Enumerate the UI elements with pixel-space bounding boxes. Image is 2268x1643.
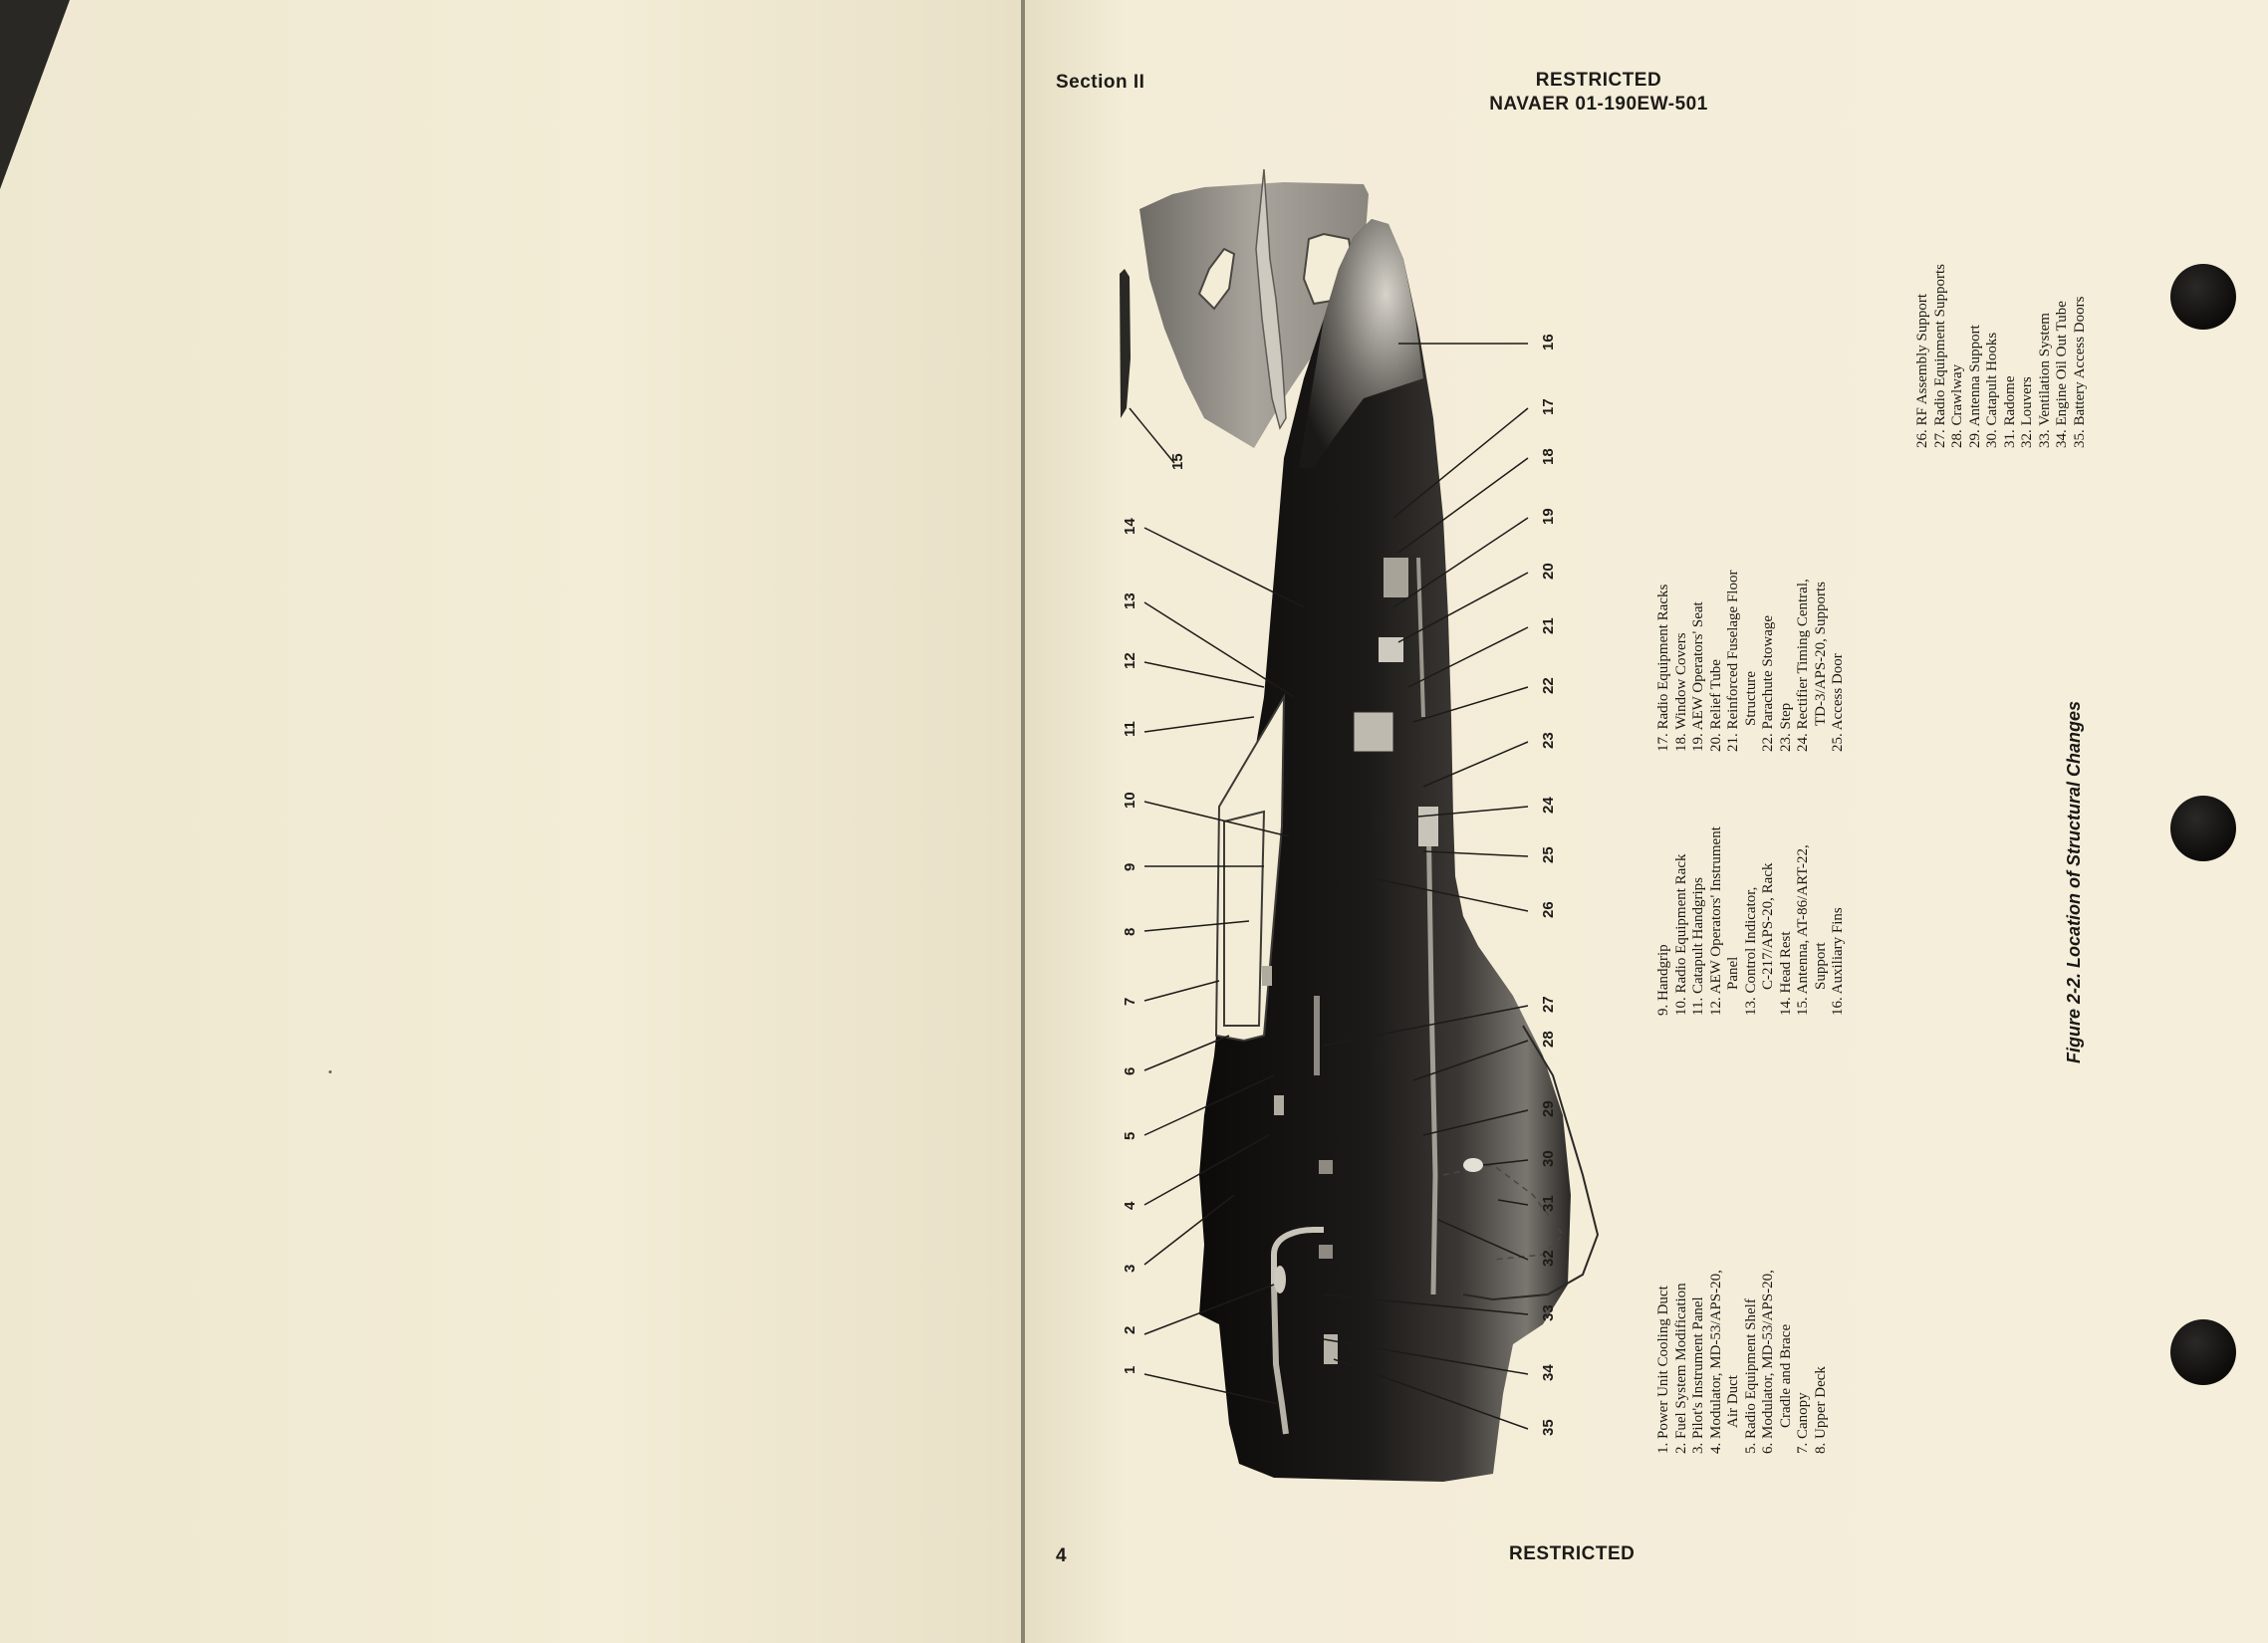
callout-2: 2 — [1122, 1325, 1138, 1334]
legend-column-17-25 — [1655, 571, 1848, 752]
callout-33: 33 — [1540, 1304, 1557, 1321]
legend-item: 16. Auxiliary Fins — [1830, 907, 1846, 1016]
callout-32: 32 — [1540, 1250, 1557, 1267]
seat-box — [1384, 558, 1408, 597]
legend-item: 1. Power Unit Cooling Duct — [1655, 1286, 1671, 1454]
legend-item: 17. Radio Equipment Racks — [1655, 584, 1671, 752]
callout-19: 19 — [1540, 508, 1557, 525]
upper-deck-block — [1262, 966, 1272, 986]
legend-item: 6. Modulator, MD-53/APS-20, — [1760, 1270, 1776, 1454]
callout-12: 12 — [1122, 652, 1138, 669]
legend-item: 8. Upper Deck — [1812, 1366, 1829, 1454]
callout-24: 24 — [1540, 797, 1557, 814]
left-blank-page — [0, 0, 1021, 1643]
callout-21: 21 — [1540, 617, 1557, 634]
legend-item: 7. Canopy — [1795, 1392, 1811, 1454]
callout-23: 23 — [1540, 732, 1557, 749]
louver-block-1 — [1319, 1160, 1333, 1174]
callout-10: 10 — [1122, 792, 1138, 809]
callout-17: 17 — [1540, 398, 1557, 415]
legend-item: 31. Radome — [2001, 375, 2018, 448]
legend-item: 4. Modulator, MD-53/APS-20, — [1707, 1270, 1724, 1454]
legend-item: 12. AEW Operators' Instrument — [1707, 826, 1724, 1016]
legend-item: Structure — [1742, 671, 1759, 726]
callout-9: 9 — [1122, 862, 1138, 871]
legend-item: 35. Battery Access Doors — [2071, 296, 2088, 448]
legend-item: 3. Pilot's Instrument Panel — [1690, 1296, 1706, 1454]
callout-18: 18 — [1540, 448, 1557, 465]
callout-30: 30 — [1540, 1150, 1557, 1167]
page-fold-corner — [0, 0, 70, 189]
legend-column-1-8 — [1655, 1270, 1830, 1454]
aew-seat — [1354, 712, 1393, 752]
modulator-block — [1274, 1095, 1284, 1115]
document-number: NAVAER 01-190EW-501 — [1489, 94, 1708, 115]
legend-item: Cradle and Brace — [1777, 1323, 1794, 1428]
legend-item: 28. Crawlway — [1949, 363, 1965, 448]
callout-27: 27 — [1540, 996, 1557, 1013]
callout-1: 1 — [1122, 1365, 1138, 1374]
callout-13: 13 — [1122, 592, 1138, 609]
callout-7: 7 — [1122, 997, 1138, 1006]
callout-4: 4 — [1122, 1201, 1138, 1210]
callout-31: 31 — [1540, 1195, 1557, 1212]
legend-item: 19. AEW Operators' Seat — [1690, 601, 1706, 752]
legend-item: 18. Window Covers — [1672, 632, 1689, 752]
callout-15: 15 — [1169, 453, 1186, 470]
legend-item: 15. Antenna, AT-86/ART-22, — [1795, 844, 1811, 1016]
legend-item: 23. Step — [1777, 702, 1794, 752]
louver-block-2 — [1319, 1245, 1333, 1259]
paper-speck — [329, 1070, 332, 1073]
rack-bar — [1314, 996, 1320, 1075]
figure-caption: Figure 2-2. Location of Structural Changes — [2064, 700, 2084, 1063]
legend-item: 29. Antenna Support — [1966, 325, 1983, 448]
callout-3: 3 — [1122, 1264, 1138, 1273]
legend-item: 13. Control Indicator, — [1742, 886, 1759, 1016]
legend-item: 30. Catapult Hooks — [1984, 332, 2000, 448]
legend-item: 2. Fuel System Modification — [1672, 1283, 1689, 1454]
legend-item: 34. Engine Oil Out Tube — [2054, 301, 2070, 448]
legend-item: 26. RF Assembly Support — [1914, 293, 1930, 448]
callout-34: 34 — [1540, 1364, 1557, 1381]
callout-22: 22 — [1540, 677, 1557, 694]
legend-item: 20. Relief Tube — [1707, 659, 1724, 752]
legend-item: 11. Catapult Handgrips — [1690, 876, 1706, 1016]
callout-8: 8 — [1122, 927, 1138, 936]
legend-item: TD-3/APS-20, Supports — [1812, 581, 1829, 726]
page-number: 4 — [1056, 1545, 1067, 1566]
legend-item: 21. Reinforced Fuselage Floor — [1725, 570, 1741, 752]
callout-25: 25 — [1540, 846, 1557, 863]
rectifier-support — [1418, 807, 1438, 846]
legend-item: 14. Head Rest — [1777, 931, 1794, 1016]
callout-6: 6 — [1122, 1066, 1138, 1075]
legend-item: 32. Louvers — [2019, 376, 2035, 448]
legend-item: C-217/APS-20, Rack — [1760, 862, 1776, 990]
antenna-support-mast — [1120, 269, 1131, 418]
legend-item: 24. Rectifier Timing Central, — [1795, 579, 1811, 752]
legend-column-26-35 — [1914, 264, 2089, 448]
callout-28: 28 — [1540, 1031, 1557, 1048]
restricted-footer: RESTRICTED — [1509, 1543, 1636, 1564]
legend-item: 10. Radio Equipment Rack — [1672, 853, 1689, 1016]
section-label: Section II — [1056, 72, 1145, 93]
callout-11: 11 — [1122, 721, 1138, 737]
callout-14: 14 — [1122, 518, 1138, 535]
legend-item: 25. Access Door — [1830, 653, 1846, 752]
catapult-hook — [1463, 1158, 1483, 1172]
restricted-header: RESTRICTED — [1535, 70, 1662, 91]
right-page — [1025, 0, 2268, 1643]
callout-29: 29 — [1540, 1100, 1557, 1117]
legend-item: Air Duct — [1725, 1375, 1741, 1428]
legend-item: 5. Radio Equipment Shelf — [1742, 1298, 1759, 1454]
callout-26: 26 — [1540, 901, 1557, 918]
legend-item: 27. Radio Equipment Supports — [1931, 264, 1948, 448]
legend-item: 9. Handgrip — [1655, 944, 1671, 1016]
legend-item: Support — [1812, 942, 1829, 990]
callout-20: 20 — [1540, 563, 1557, 580]
legend-item: 33. Ventilation System — [2036, 313, 2053, 448]
callout-16: 16 — [1540, 334, 1557, 351]
fuel-system-part — [1274, 1266, 1286, 1293]
legend-item: 22. Parachute Stowage — [1760, 614, 1776, 752]
callout-35: 35 — [1540, 1419, 1557, 1436]
legend-column-9-16 — [1655, 826, 1848, 1016]
callout-5: 5 — [1122, 1131, 1138, 1140]
legend-item: Panel — [1725, 956, 1741, 990]
